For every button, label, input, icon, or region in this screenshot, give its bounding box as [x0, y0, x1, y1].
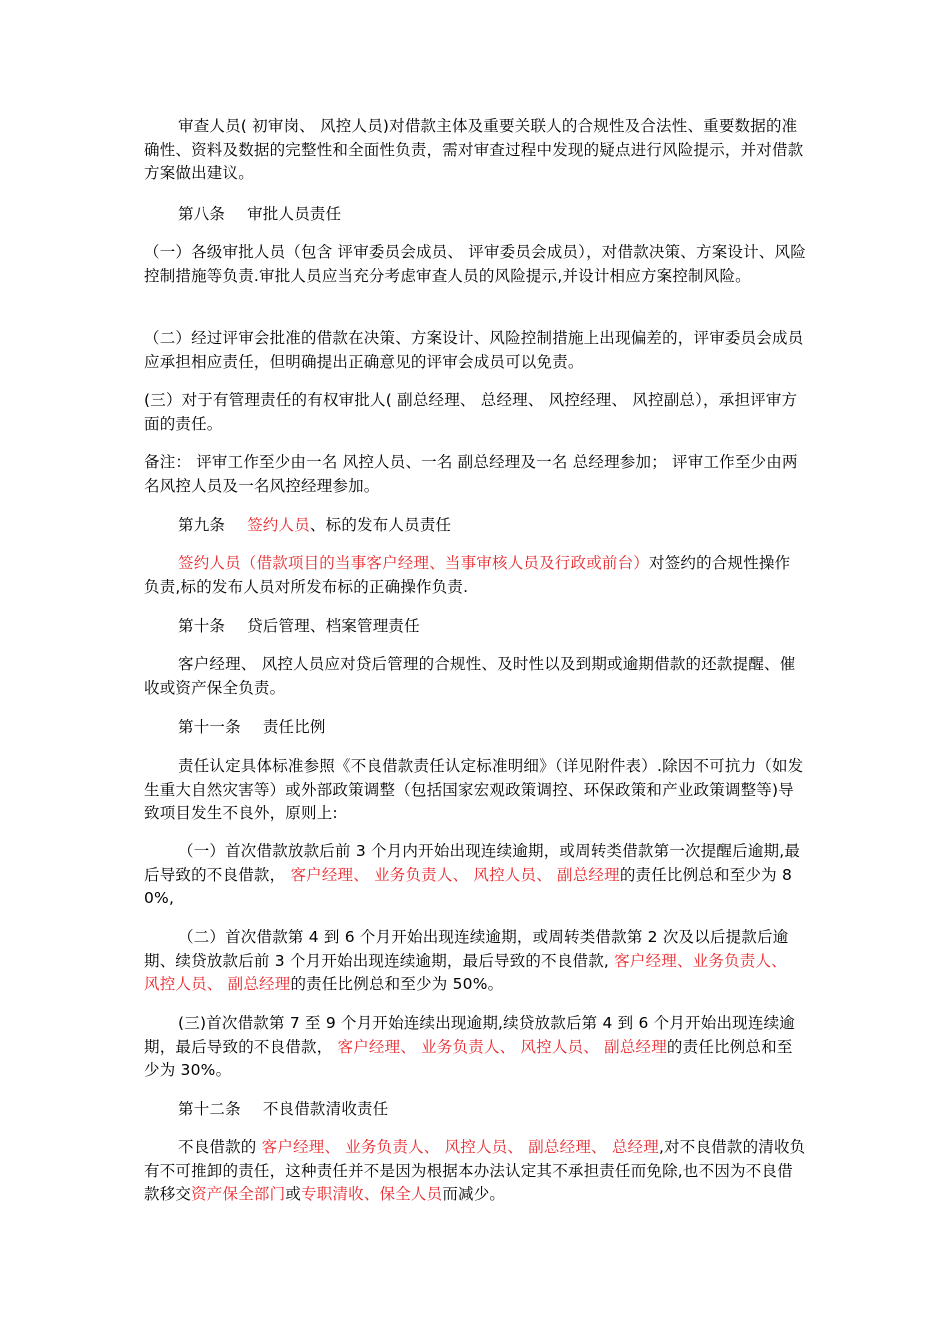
article-9-title-highlight: 签约人员 [247, 516, 310, 534]
article-9-paragraph-rest: 对签约的合规性操作负责,标的发布人员对所发布标的正确操作负责. [144, 554, 791, 596]
article-12-title: 不良借款清收责任 [262, 1100, 389, 1118]
article-10-number: 第十条 [178, 617, 226, 635]
article-9-number: 第九条 [178, 516, 226, 534]
article-10-title: 贷后管理、档案管理责任 [247, 617, 420, 635]
article-12-heading [144, 1098, 806, 1122]
article-12-paragraph [144, 1136, 806, 1207]
article-12-highlight-staff: 专职清收、保全人员 [301, 1185, 443, 1203]
reviewer-responsibility-paragraph: 审查人员( 初审岗、 风控人员)对借款主体及重要关联人的合规性及合法性、重要数据的准确性、资料及数据的完整性和全面性负责，需对审查过程中发现的疑点进行风险提示，并对借款方案做出建议。 [144, 117, 804, 182]
article-8-title: 审批人员责任 [247, 205, 342, 223]
item-3-text-a: (三)首次借款第 7 至 9 个月开始连续出现逾期,续贷放款后第 4 到 6 个月开始出现连续逾期，最后导致的不良借款， [144, 1014, 795, 1056]
item-3-highlight: 客户经理、 业务负责人、 风控人员、 副总经理 [337, 1037, 667, 1056]
note-paragraph: 备注： 评审工作至少由一名 风控人员、一名 副总经理及一名 总经理参加； 评审工作至少由两名风控人员及一名风控经理参加。 [144, 453, 798, 495]
signing-personnel-highlight: 签约人员（借款项目的当事客户经理、当事审核人员及行政或前台） [178, 554, 650, 572]
article-12-text-d: 而减少。 [442, 1185, 506, 1203]
article-9-heading [144, 514, 806, 538]
article-8-item-1: （一）各级审批人员（包含 评审委员会成员、 评审委员会成员），对借款决策、方案设计、风险控制措施等负责.审批人员应当充分考虑审查人员的风险提示,并设计相应方案控制风险。 [144, 243, 806, 285]
article-11-paragraph: 责任认定具体标准参照《不良借款责任认定标准明细》（详见附件表）.除因不可抗力（如发生重大自然灾害等）或外部政策调整（包括国家宏观政策调控、环保政策和产业政策调整等)导致项目发生不良外，原则上: [144, 757, 804, 822]
article-11-item-2 [144, 926, 806, 997]
article-12-text-a: 不良借款的 [178, 1138, 262, 1156]
article-12-highlight-roles: 客户经理、 业务负责人、 风控人员、 副总经理、 总经理 [261, 1138, 659, 1156]
item-1-text-a: （一）首次借款放款后前 3 个月内开始出现连续逾期，或周转类借款第一次提醒后逾期,最后导致的不良借款， [144, 842, 801, 884]
item-2-text-a: （二）首次借款第 4 到 6 个月开始出现连续逾期，或周转类借款第 2 次及以后提款后逾期、续贷放款后前 3 个月开始出现连续逾期，最后导致的不良借款, [144, 928, 789, 970]
article-12-text-c: 或 [285, 1185, 302, 1203]
article-11-item-1 [144, 840, 806, 911]
article-8-item-3: (三）对于有管理责任的有权审批人( 副总经理、 总经理、 风控经理、 风控副总），承担评审方面的责任。 [144, 391, 798, 433]
article-11-item-3 [144, 1012, 806, 1083]
article-11-heading [144, 716, 806, 740]
article-12-number: 第十二条 [178, 1100, 241, 1118]
item-3-text-b: 的责任比例总和至少为 30%。 [144, 1037, 793, 1079]
item-1-highlight: 客户经理、 业务负责人、 风控人员、 副总经理 [290, 865, 620, 884]
article-10-heading [144, 615, 806, 639]
article-11-number: 第十一条 [178, 718, 241, 736]
item-2-text-b: 的责任比例总和至少为 50%。 [290, 975, 504, 993]
article-8-item-2: （二）经过评审会批准的借款在决策、方案设计、风险控制措施上出现偏差的，评审委员会成员应承担相应责任，但明确提出正确意见的评审会成员可以免责。 [144, 329, 804, 371]
item-2-highlight: 客户经理、业务负责人、 风控人员、 副总经理 [144, 951, 787, 993]
article-9-paragraph [144, 552, 806, 599]
article-8-heading [144, 203, 806, 227]
article-10-paragraph: 客户经理、 风控人员应对贷后管理的合规性、及时性以及到期或逾期借款的还款提醒、催收或资产保全负责。 [144, 655, 796, 697]
article-8-number: 第八条 [178, 205, 226, 223]
article-12-text-b: ,对不良借款的清收负有不可推卸的责任，这种责任并不是因为根据本办法认定其不承担责任而免除,也不因为不良借款移交 [144, 1138, 806, 1203]
article-12-highlight-dept: 资产保全部门 [191, 1185, 286, 1203]
item-1-text-b: 的责任比例总和至少为 80%, [144, 865, 793, 907]
article-9-title-rest: 、标的发布人员责任 [309, 516, 452, 534]
article-11-title: 责任比例 [262, 718, 326, 736]
